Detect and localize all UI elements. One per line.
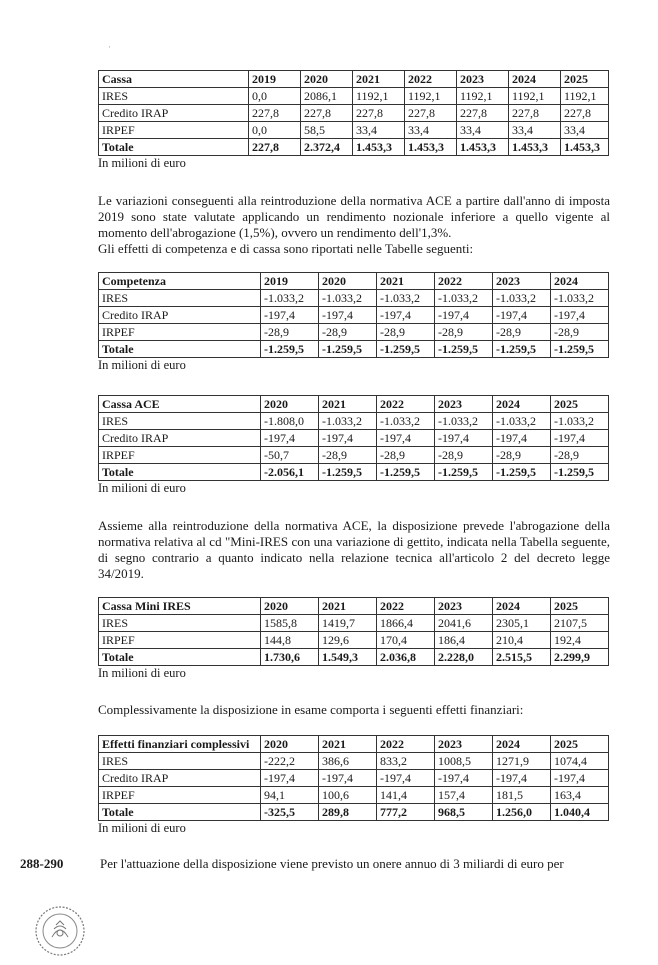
table-cell: -28,9 [377, 447, 435, 464]
table-mini-ires-block [98, 597, 608, 681]
table-cell: 227,8 [405, 105, 457, 122]
table-cell: 1.730,6 [261, 649, 319, 666]
row-label: IRES [99, 290, 261, 307]
table-row [99, 430, 609, 447]
table-cell: 2023 [435, 736, 493, 753]
table-cell: 1585,8 [261, 615, 319, 632]
table-cell: -1.259,5 [493, 341, 551, 358]
table-cell: -1.033,2 [493, 413, 551, 430]
row-label: IRPEF [99, 447, 261, 464]
table-mini-ires [98, 597, 609, 666]
table-cell: 2021 [377, 273, 435, 290]
table-cell: -1.259,5 [551, 341, 609, 358]
table-cell: -1.259,5 [319, 341, 377, 358]
table-cell: -28,9 [493, 447, 551, 464]
table-cell: 2021 [319, 598, 377, 615]
row-label: Cassa ACE [99, 396, 261, 413]
table-cell: -197,4 [551, 430, 609, 447]
table-cell: -197,4 [551, 307, 609, 324]
table-cell: 1.453,3 [509, 139, 561, 156]
table-cell: 227,8 [301, 105, 353, 122]
table-competenza-block [98, 272, 608, 373]
table-cell: 192,4 [551, 632, 609, 649]
table-cell: 1192,1 [353, 88, 405, 105]
table-row [99, 88, 609, 105]
table-note: In milioni di euro [98, 821, 186, 835]
table-competenza [98, 272, 609, 358]
table-cell: 2.515,5 [493, 649, 551, 666]
table-cell: -197,4 [493, 770, 551, 787]
table-total-row [99, 464, 609, 481]
row-label: Credito IRAP [99, 430, 261, 447]
table-cell: 1.549,3 [319, 649, 377, 666]
row-label: Credito IRAP [99, 770, 261, 787]
paragraph-text: Complessivamente la disposizione in esame comporta i seguenti effetti finanziari: [98, 702, 524, 717]
table-row [99, 290, 609, 307]
row-label: Totale [99, 464, 261, 481]
table-cell: 2025 [551, 396, 609, 413]
table-cassa [98, 70, 609, 156]
table-cell: 1192,1 [561, 88, 609, 105]
table-cell: -197,4 [261, 430, 319, 447]
table-cell: -1.259,5 [377, 341, 435, 358]
table-cell: 2020 [261, 396, 319, 413]
table-cell: 186,4 [435, 632, 493, 649]
paragraph-text: Gli effetti di competenza e di cassa sono riportati nelle Tabelle seguenti: [98, 241, 474, 256]
table-cell: 144,8 [261, 632, 319, 649]
table-cell: 2024 [509, 71, 561, 88]
row-label: Totale [99, 804, 261, 821]
table-cell: -197,4 [377, 770, 435, 787]
table-cell: 2025 [561, 71, 609, 88]
table-cell: 1.453,3 [353, 139, 405, 156]
table-cell: -197,4 [319, 430, 377, 447]
table-cell: 33,4 [405, 122, 457, 139]
table-cell: 386,6 [319, 753, 377, 770]
row-label: IRPEF [99, 787, 261, 804]
table-effetti [98, 735, 609, 821]
table-cell: 1.256,0 [493, 804, 551, 821]
table-cell: 2022 [377, 598, 435, 615]
table-cell: 2023 [435, 598, 493, 615]
table-total-row [99, 139, 609, 156]
table-row [99, 753, 609, 770]
table-cell: -28,9 [435, 324, 493, 341]
paragraph-mini-ires [98, 518, 610, 582]
table-cell: 2022 [405, 71, 457, 88]
table-header-row [99, 598, 609, 615]
row-label: IRES [99, 88, 249, 105]
row-label: Competenza [99, 273, 261, 290]
table-cell: 157,4 [435, 787, 493, 804]
table-cell: -1.259,5 [319, 464, 377, 481]
table-cell: -1.033,2 [319, 290, 377, 307]
table-cell: 33,4 [457, 122, 509, 139]
table-cell: -197,4 [261, 307, 319, 324]
table-cell: 2022 [377, 736, 435, 753]
table-cell: 2024 [551, 273, 609, 290]
table-cell: 210,4 [493, 632, 551, 649]
table-header-row [99, 71, 609, 88]
table-cell: -28,9 [377, 324, 435, 341]
table-cell: -197,4 [551, 770, 609, 787]
table-cell: 968,5 [435, 804, 493, 821]
table-cell: 2025 [551, 598, 609, 615]
table-cell: -1.033,2 [493, 290, 551, 307]
table-cell: 2.299,9 [551, 649, 609, 666]
table-total-row [99, 341, 609, 358]
table-cell: -197,4 [319, 307, 377, 324]
row-label: Effetti finanziari complessivi [99, 736, 261, 753]
table-cell: 2305,1 [493, 615, 551, 632]
table-cell: 2107,5 [551, 615, 609, 632]
table-row [99, 787, 609, 804]
table-cell: 2024 [493, 736, 551, 753]
table-cell: -1.259,5 [261, 341, 319, 358]
table-row [99, 105, 609, 122]
table-cell: -1.259,5 [435, 341, 493, 358]
table-cell: 33,4 [561, 122, 609, 139]
table-cell: -197,4 [319, 770, 377, 787]
paragraph-text: Le variazioni conseguenti alla reintroduzione della normativa ACE a partire dall'anno di imposta 2019 sono state valutate applicando un rendimento nozionale inferiore a quello vigente al momento dell'abrogazione (1,5%), ovvero un rendimento dell'1,3%. [98, 193, 610, 240]
table-cell: 2023 [435, 396, 493, 413]
table-row [99, 770, 609, 787]
table-cell: 129,6 [319, 632, 377, 649]
table-cell: 2020 [261, 736, 319, 753]
table-cell: -325,5 [261, 804, 319, 821]
table-cell: 2022 [435, 273, 493, 290]
row-label: IRPEF [99, 632, 261, 649]
row-label: Cassa Mini IRES [99, 598, 261, 615]
table-cell: -197,4 [435, 307, 493, 324]
paragraph-ace [98, 193, 610, 257]
paragraph-text: Assieme alla reintroduzione della normativa ACE, la disposizione prevede l'abrogazione della normativa relativa al cd "Mini-IRES con una variazione di gettito, indicata nella Tabella seguente, di segno contrario a quanto indicato nella relazione tecnica all'articolo 2 del decreto legge 34/2019. [98, 518, 610, 581]
table-cell: -197,4 [261, 770, 319, 787]
table-row [99, 413, 609, 430]
official-seal-icon [34, 905, 86, 957]
table-row [99, 324, 609, 341]
table-cell: -1.259,5 [493, 464, 551, 481]
row-label: Credito IRAP [99, 105, 249, 122]
table-cell: 1419,7 [319, 615, 377, 632]
table-cell: -1.033,2 [551, 290, 609, 307]
page-mark: · [108, 42, 111, 52]
table-cell: 2.228,0 [435, 649, 493, 666]
table-note: In milioni di euro [98, 666, 186, 680]
table-total-row [99, 804, 609, 821]
table-cell: -50,7 [261, 447, 319, 464]
table-cell: -197,4 [435, 430, 493, 447]
table-cell: -1.259,5 [435, 464, 493, 481]
table-cell: 2024 [493, 598, 551, 615]
table-cell: 170,4 [377, 632, 435, 649]
table-cell: 2041,6 [435, 615, 493, 632]
table-cell: -197,4 [493, 307, 551, 324]
table-cell: 100,6 [319, 787, 377, 804]
table-cell: 1271,9 [493, 753, 551, 770]
table-cassa-block [98, 70, 608, 171]
table-cell: 2086,1 [301, 88, 353, 105]
table-cell: -1.033,2 [319, 413, 377, 430]
table-cell: -197,4 [377, 307, 435, 324]
table-cell: 1074,4 [551, 753, 609, 770]
table-cell: 163,4 [551, 787, 609, 804]
table-effetti-block [98, 735, 608, 836]
table-cell: -222,2 [261, 753, 319, 770]
table-cell: 289,8 [319, 804, 377, 821]
table-cell: 2022 [377, 396, 435, 413]
table-cell: 1.453,3 [561, 139, 609, 156]
table-cell: 1.453,3 [405, 139, 457, 156]
table-total-row [99, 649, 609, 666]
table-cell: 0,0 [249, 88, 301, 105]
row-label: Totale [99, 139, 249, 156]
table-cell: 227,8 [249, 139, 301, 156]
table-cell: 1192,1 [457, 88, 509, 105]
table-cell: 141,4 [377, 787, 435, 804]
table-cell: 2020 [319, 273, 377, 290]
table-cell: -197,4 [377, 430, 435, 447]
table-cell: -1.259,5 [551, 464, 609, 481]
table-cell: 94,1 [261, 787, 319, 804]
row-label: Totale [99, 341, 261, 358]
table-cell: 1008,5 [435, 753, 493, 770]
table-header-row [99, 273, 609, 290]
table-cell: -28,9 [435, 447, 493, 464]
row-label: IRPEF [99, 122, 249, 139]
table-cell: -197,4 [435, 770, 493, 787]
table-cell: 58,5 [301, 122, 353, 139]
table-cell: 2.036,8 [377, 649, 435, 666]
table-cell: -1.033,2 [435, 290, 493, 307]
table-cell: 2021 [319, 736, 377, 753]
table-cell: 1.453,3 [457, 139, 509, 156]
table-cell: -2.056,1 [261, 464, 319, 481]
table-row [99, 307, 609, 324]
section-text: Per l'attuazione della disposizione viene previsto un onere annuo di 3 miliardi di euro per [100, 856, 564, 871]
table-note: In milioni di euro [98, 156, 186, 170]
table-cell: 2024 [493, 396, 551, 413]
table-cell: 0,0 [249, 122, 301, 139]
table-cell: 2023 [493, 273, 551, 290]
table-cell: 2019 [261, 273, 319, 290]
table-cell: 1.040,4 [551, 804, 609, 821]
table-cell: 2019 [249, 71, 301, 88]
table-cell: -1.033,2 [435, 413, 493, 430]
table-cell: 2025 [551, 736, 609, 753]
table-note: In milioni di euro [98, 481, 186, 495]
table-row [99, 632, 609, 649]
table-cell: 2020 [261, 598, 319, 615]
row-label: Cassa [99, 71, 249, 88]
table-cell: -28,9 [551, 324, 609, 341]
paragraph-effetti [98, 702, 610, 718]
table-header-row [99, 736, 609, 753]
table-cell: 227,8 [561, 105, 609, 122]
table-cell: -1.033,2 [261, 290, 319, 307]
table-note: In milioni di euro [98, 358, 186, 372]
table-header-row [99, 396, 609, 413]
row-label: IRES [99, 615, 261, 632]
table-cell: -28,9 [261, 324, 319, 341]
table-cassa-ace [98, 395, 609, 481]
table-cell: 777,2 [377, 804, 435, 821]
table-cell: 833,2 [377, 753, 435, 770]
table-cell: 33,4 [353, 122, 405, 139]
table-cell: -197,4 [493, 430, 551, 447]
table-cell: 2020 [301, 71, 353, 88]
table-cassa-ace-block [98, 395, 608, 496]
table-cell: -1.033,2 [377, 290, 435, 307]
row-label: IRPEF [99, 324, 261, 341]
row-label: IRES [99, 413, 261, 430]
table-cell: 1192,1 [405, 88, 457, 105]
table-cell: -28,9 [551, 447, 609, 464]
row-label: IRES [99, 753, 261, 770]
row-label: Totale [99, 649, 261, 666]
table-cell: 227,8 [353, 105, 405, 122]
table-cell: 2023 [457, 71, 509, 88]
table-cell: -1.808,0 [261, 413, 319, 430]
table-row [99, 615, 609, 632]
section-number: 288-290 [20, 856, 64, 871]
table-cell: -28,9 [493, 324, 551, 341]
table-cell: 2021 [319, 396, 377, 413]
table-cell: -28,9 [319, 324, 377, 341]
table-cell: 181,5 [493, 787, 551, 804]
table-cell: -1.033,2 [377, 413, 435, 430]
table-cell: 1866,4 [377, 615, 435, 632]
table-cell: 227,8 [509, 105, 561, 122]
table-cell: -28,9 [319, 447, 377, 464]
table-cell: 227,8 [249, 105, 301, 122]
table-cell: -1.259,5 [377, 464, 435, 481]
table-cell: 2021 [353, 71, 405, 88]
row-label: Credito IRAP [99, 307, 261, 324]
table-cell: 227,8 [457, 105, 509, 122]
table-row [99, 122, 609, 139]
table-cell: 1192,1 [509, 88, 561, 105]
table-cell: 2.372,4 [301, 139, 353, 156]
table-cell: -1.033,2 [551, 413, 609, 430]
table-row [99, 447, 609, 464]
table-cell: 33,4 [509, 122, 561, 139]
